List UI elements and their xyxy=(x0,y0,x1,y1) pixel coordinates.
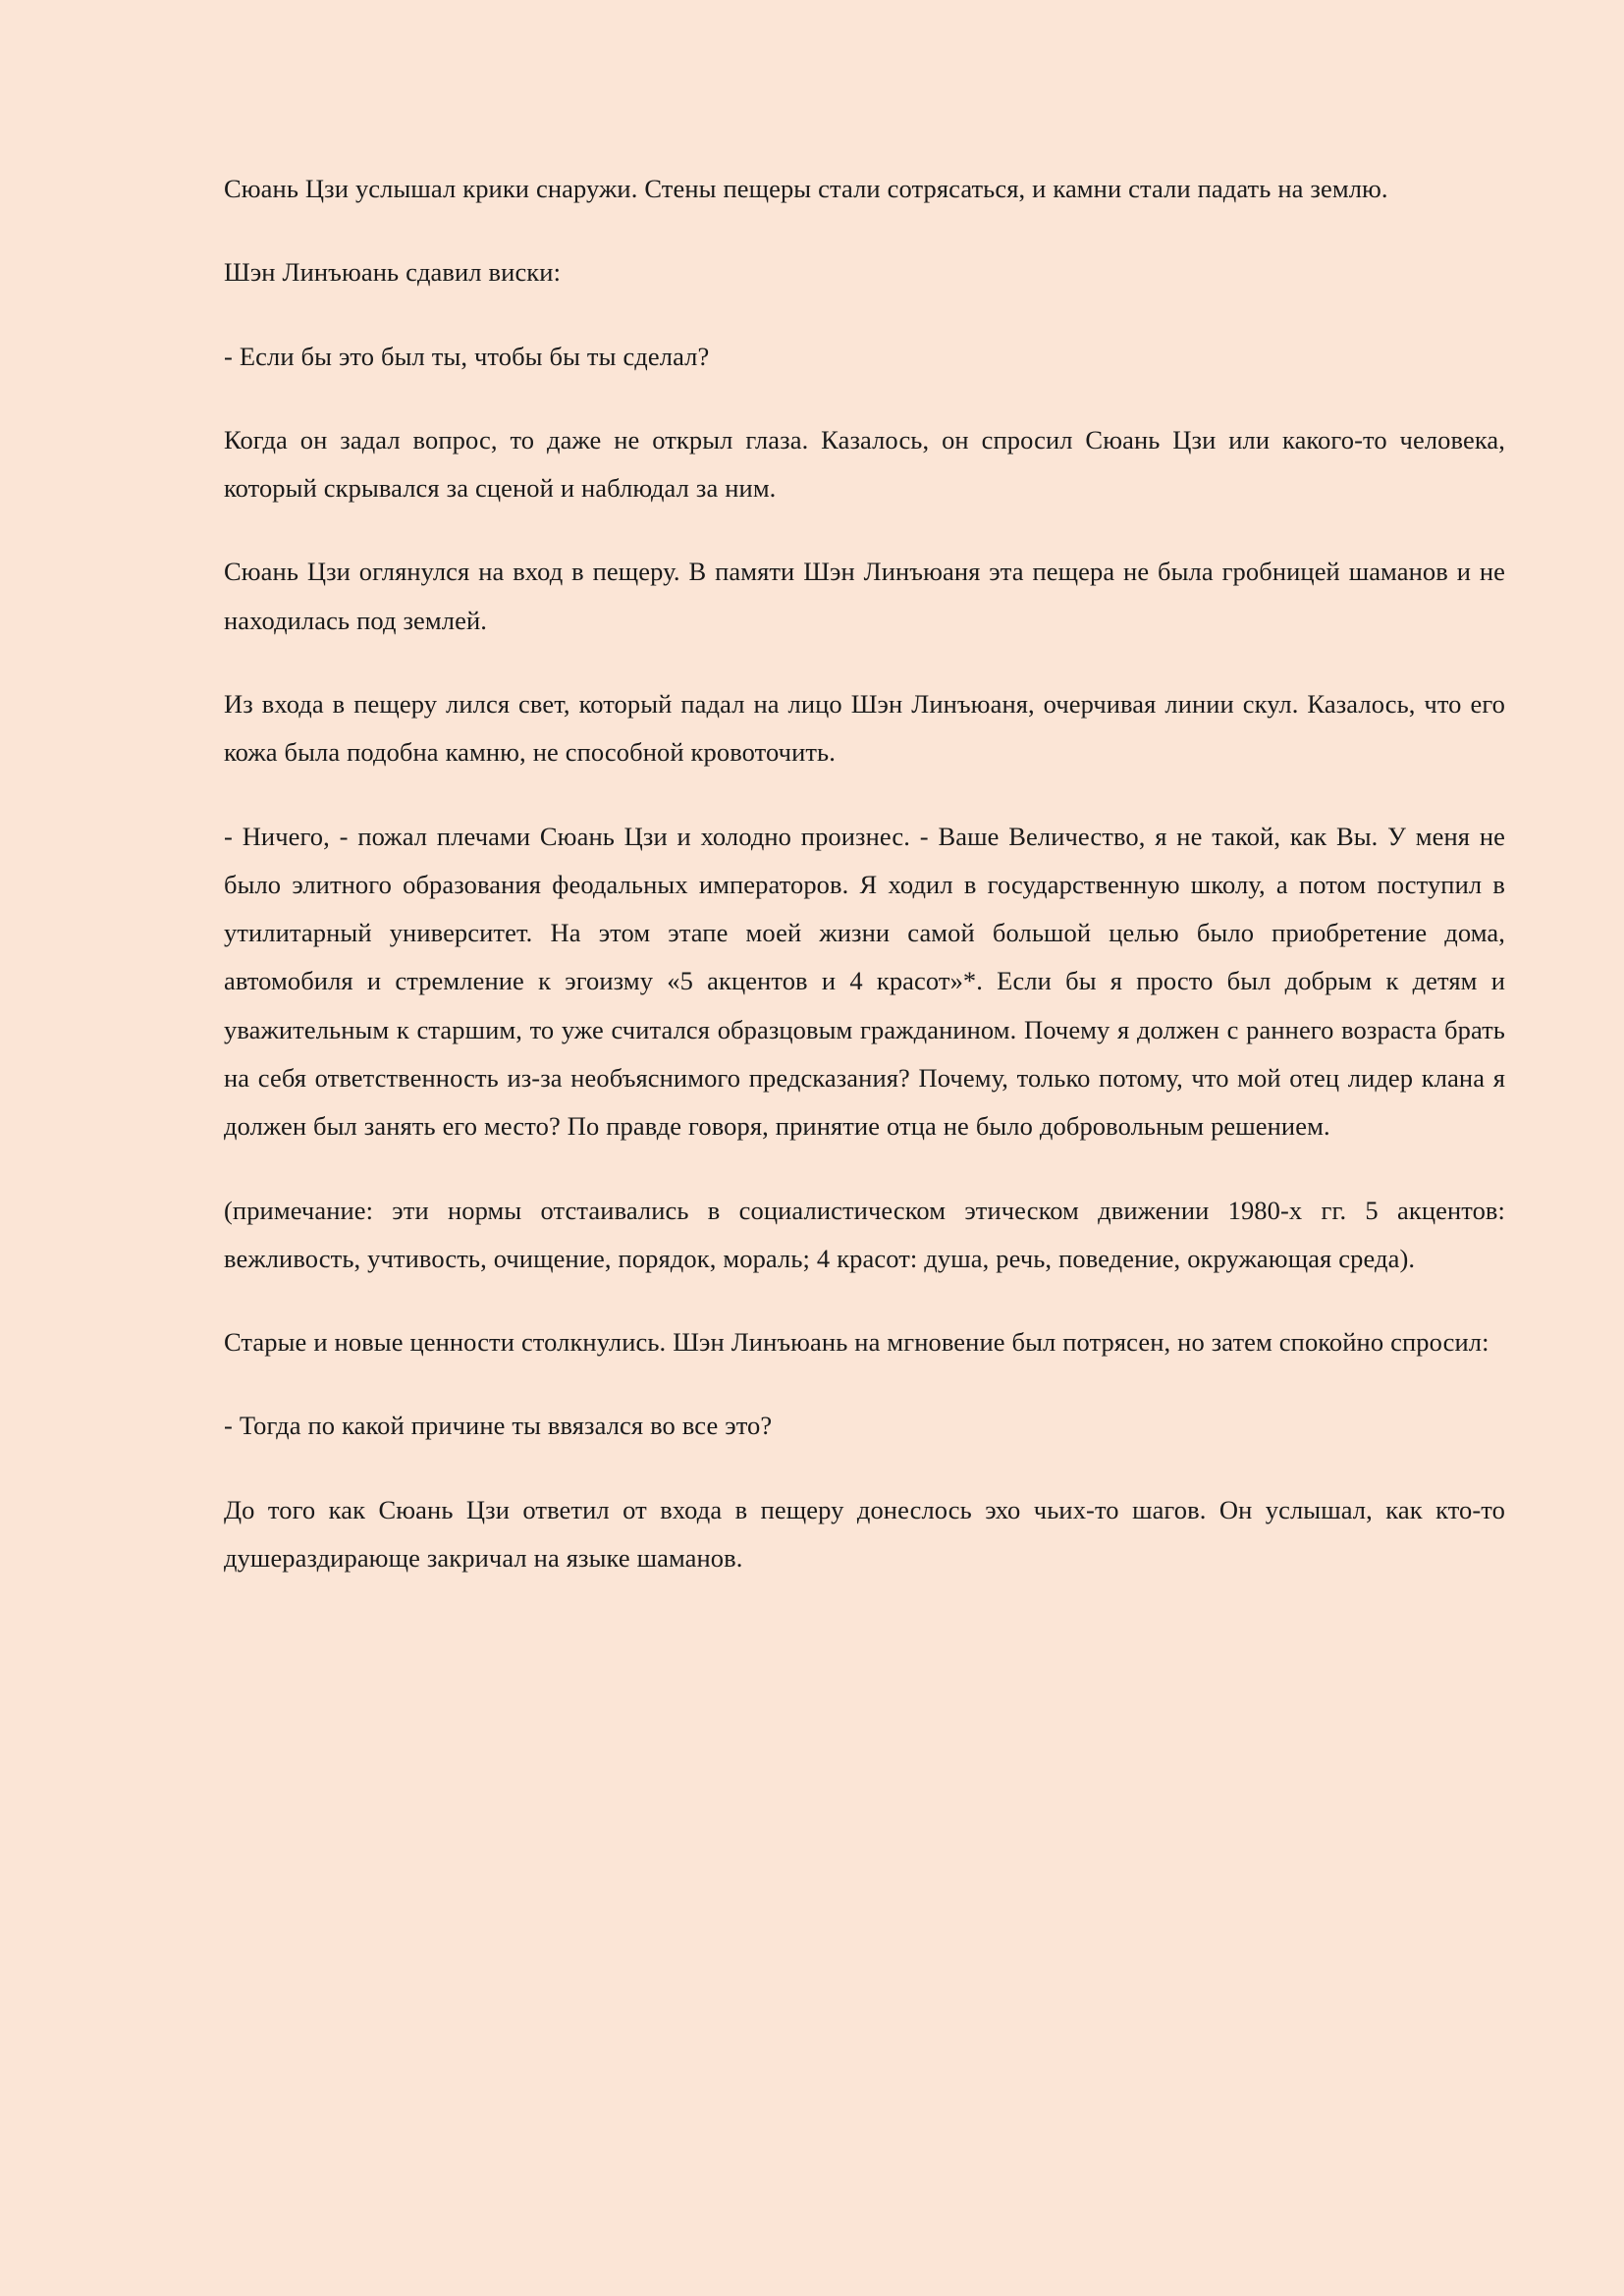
paragraph-1: Сюань Цзи услышал крики снаружи. Стены пещеры стали сотрясаться, и камни стали падать на землю. xyxy=(224,174,1388,203)
paragraph-5: Сюань Цзи оглянулся на вход в пещеру. В памяти Шэн Линъюаня эта пещера не была гробницей шаманов и не находилась под землей. xyxy=(224,557,1505,635)
document-text-column xyxy=(224,165,1505,1582)
paragraph-4: Когда он задал вопрос, то даже не открыл глаза. Казалось, он спросил Сюань Цзи или какого-то человека, который скрывался за сценой и наблюдал за ним. xyxy=(224,424,1505,504)
paragraph-2: Шэн Линъюань сдавил виски: xyxy=(224,257,562,288)
paragraph-10-dialogue: - Тогда по какой причине ты ввязался во все это? xyxy=(224,1411,773,1441)
paragraph-8-footnote: (примечание: эти нормы отстаивались в социалистическом этическом движении 1980-х гг. 5 акцентов: вежливость, учтивость, очищение, порядок, мораль; 4 красот: душа, речь, поведение, окружающая среда). xyxy=(224,1195,1505,1273)
paragraph-11: До того как Сюань Цзи ответил от входа в пещеру донеслось эхо чьих-то шагов. Он услышал, как кто-то душераздирающе закричал на языке шаманов. xyxy=(224,1494,1505,1573)
paragraph-7-monologue: - Ничего, - пожал плечами Сюань Цзи и холодно произнес. - Ваше Величество, я не такой, как Вы. У меня не было элитного образования феодальных императоров. Я ходил в государственную школу, а потом поступил в утилитарный университет. На этом этапе моей жизни самой большой целью было приобретение дома, автомобиля и стремление к эгоизму «5 акцентов и 4 красот»*. Если бы я просто был добрым к детям и уважительным к старшим, то уже считался образцовым гражданином. Почему я должен с раннего возраста брать на себя ответственность из-за необъяснимого предсказания? Почему, только потому, что мой отец лидер клана я должен был занять его место? По правде говоря, принятие отца не было добровольным решением. xyxy=(224,821,1505,1142)
paragraph-9: Старые и новые ценности столкнулись. Шэн Линъюань на мгновение был потрясен, но затем спокойно спросил: xyxy=(224,1327,1489,1358)
paragraph-6: Из входа в пещеру лился свет, который падал на лицо Шэн Линъюаня, очерчивая линии скул. Казалось, что его кожа была подобна камню, не способной кровоточить. xyxy=(224,688,1505,768)
paragraph-3-dialogue: - Если бы это был ты, чтобы бы ты сделал? xyxy=(224,341,710,371)
